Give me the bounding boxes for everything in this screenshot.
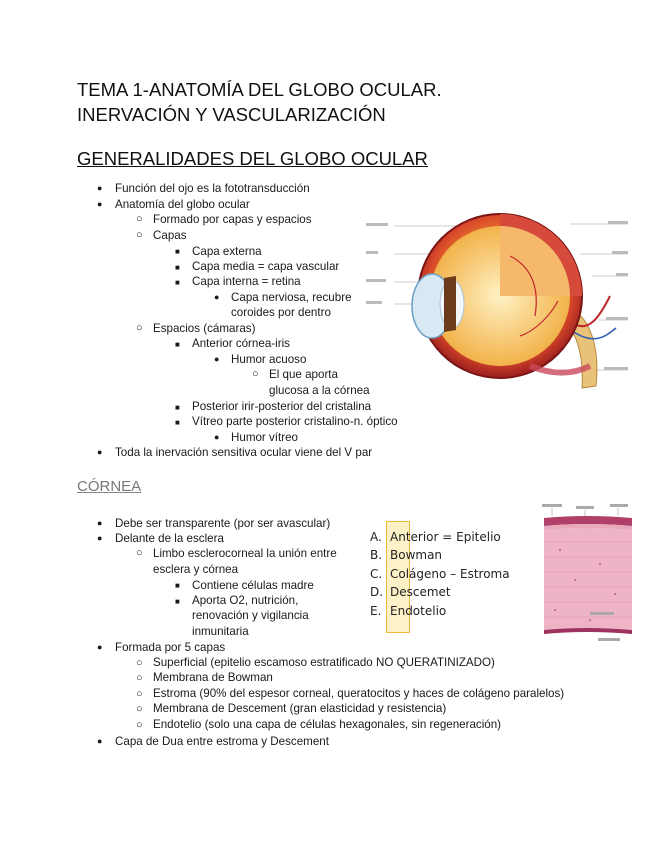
bullet-marker: ■ xyxy=(175,340,180,349)
bullet-marker: ■ xyxy=(175,403,180,412)
bullet-marker: ● xyxy=(214,354,220,364)
list-item-continuation: esclera y córnea xyxy=(153,563,239,576)
legend-letter: A. xyxy=(370,530,382,544)
document-title-line-1: TEMA 1-ANATOMÍA DEL GLOBO OCULAR. xyxy=(77,79,442,100)
bullet-marker: ■ xyxy=(175,581,180,590)
bullet-marker: ■ xyxy=(175,247,180,256)
bullet-marker: ● xyxy=(214,432,220,442)
list-item: Superficial (epitelio escamoso estratificado NO QUERATINIZADO) xyxy=(153,656,495,669)
bullet-marker: ○ xyxy=(136,213,143,225)
list-item-continuation: glucosa a la córnea xyxy=(269,384,370,397)
legend-text: Colágeno – Estroma xyxy=(390,566,510,581)
bullet-marker: ○ xyxy=(136,719,143,731)
list-item: Delante de la esclera xyxy=(115,532,224,545)
bullet-marker: ● xyxy=(97,533,103,543)
list-item: Función del ojo es la fototransducción xyxy=(115,182,310,195)
legend-text: Descemet xyxy=(390,585,451,600)
list-item-continuation: coroides por dentro xyxy=(231,306,331,319)
list-item: Capa media = capa vascular xyxy=(192,260,340,273)
section-heading-cornea: CÓRNEA xyxy=(77,478,142,495)
eye-anatomy-illustration xyxy=(360,196,640,406)
bullet-marker: ■ xyxy=(175,418,180,427)
legend-letter: C. xyxy=(370,566,383,581)
section-heading-generalidades: GENERALIDADES DEL GLOBO OCULAR xyxy=(77,148,428,169)
legend-text: Bowman xyxy=(390,548,443,563)
list-item: Vítreo parte posterior cristalino-n. óptico xyxy=(192,415,398,428)
list-item: Limbo esclerocorneal la unión entre xyxy=(153,547,337,560)
list-item: Capa externa xyxy=(192,245,262,258)
bullet-marker: ○ xyxy=(136,547,143,559)
cornea-layers-legend xyxy=(370,528,510,620)
legend-text: Anterior = Epitelio xyxy=(390,530,501,544)
cornea-histology-image xyxy=(540,502,632,648)
list-item: Contiene células madre xyxy=(192,579,314,592)
list-item: Toda la inervación sensitiva ocular viene del V par xyxy=(115,446,373,459)
list-item: Formada por 5 capas xyxy=(115,641,226,654)
bullet-marker: ● xyxy=(97,642,103,652)
bullet-marker: ○ xyxy=(136,657,143,669)
list-item: Capa interna = retina xyxy=(192,275,301,288)
legend-letter: B. xyxy=(370,548,383,563)
list-item: Posterior irir-posterior del cristalina xyxy=(192,400,372,413)
bullet-marker: ● xyxy=(97,199,103,209)
list-item: Membrana de Descement (gran elasticidad y resistencia) xyxy=(153,702,447,715)
legend-row xyxy=(370,546,510,564)
bullet-marker: ● xyxy=(97,736,103,746)
list-item: Membrana de Bowman xyxy=(153,671,273,684)
bullet-marker: ○ xyxy=(136,322,143,334)
bullet-marker: ○ xyxy=(136,672,143,684)
bullet-marker: ○ xyxy=(136,229,143,241)
list-item: Capas xyxy=(153,229,187,242)
legend-row xyxy=(370,528,510,546)
list-item: Aporta O2, nutrición, xyxy=(192,594,299,607)
bullet-marker: ○ xyxy=(136,688,143,700)
bullet-marker: ● xyxy=(97,518,103,528)
list-item: Humor vítreo xyxy=(231,431,299,444)
list-item: Anterior córnea-iris xyxy=(192,337,290,350)
bullet-marker: ● xyxy=(97,447,103,457)
list-item: Anatomía del globo ocular xyxy=(115,198,250,211)
bullet-marker: ● xyxy=(214,292,220,302)
list-item: Estroma (90% del espesor corneal, queratocitos y haces de colágeno paralelos) xyxy=(153,687,565,700)
bullet-marker: ■ xyxy=(175,263,180,272)
legend-row xyxy=(370,565,510,583)
bullet-marker: ■ xyxy=(175,278,180,287)
list-item: Capa nerviosa, recubre xyxy=(231,291,352,304)
legend-text: Endotelio xyxy=(390,603,447,618)
legend-letter: D. xyxy=(370,585,384,600)
legend-row xyxy=(370,602,510,620)
bullet-marker: ○ xyxy=(136,703,143,715)
list-item-continuation: renovación y vigilancia xyxy=(192,609,309,622)
bullet-marker: ○ xyxy=(252,368,259,380)
list-item: El que aporta xyxy=(269,368,338,381)
list-item: Endotelio (solo una capa de células hexagonales, sin regeneración) xyxy=(153,718,502,731)
list-item: Debe ser transparente (por ser avascular) xyxy=(115,517,331,530)
list-item-continuation: inmunitaria xyxy=(192,625,249,638)
legend-row xyxy=(370,583,510,601)
list-item: Formado por capas y espacios xyxy=(153,213,312,226)
list-item: Humor acuoso xyxy=(231,353,307,366)
legend-letter: E. xyxy=(370,603,382,618)
bullet-marker: ● xyxy=(97,183,103,193)
bullet-marker: ■ xyxy=(175,597,180,606)
list-item: Espacios (cámaras) xyxy=(153,322,256,335)
document-title-line-2: INERVACIÓN Y VASCULARIZACIÓN xyxy=(77,104,386,125)
list-item: Capa de Dua entre estroma y Descement xyxy=(115,735,329,748)
